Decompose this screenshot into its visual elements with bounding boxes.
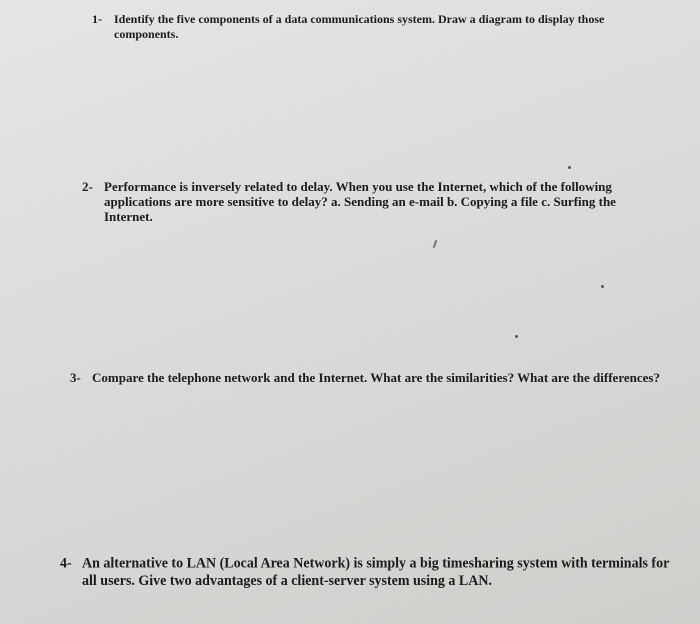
question-3-text: Compare the telephone network and the Internet. What are the similarities? What are the differences? <box>92 370 660 385</box>
question-3 <box>70 370 662 385</box>
question-4-text: An alternative to LAN (Local Area Network) is simply a big timesharing system with terminals for all users. Give two advantages of a client-server system using a LAN. <box>82 556 670 590</box>
paper-speck <box>601 285 604 288</box>
question-4-number: 4- <box>60 556 72 572</box>
question-2-text: Performance is inversely related to delay. When you use the Internet, which of the following applications are more sensitive to delay? a. Sending an e-mail b. Copying a file c. Surfing the Internet. <box>104 179 616 224</box>
question-2-number: 2- <box>82 179 93 194</box>
question-1 <box>92 12 644 42</box>
paper-mark <box>433 240 438 248</box>
question-1-text: Identify the five components of a data communications system. Draw a diagram to display those components. <box>114 12 605 41</box>
question-1-number: 1- <box>92 12 102 26</box>
paper-speck <box>568 166 571 169</box>
paper-speck <box>515 335 518 338</box>
question-2 <box>82 179 654 224</box>
question-4 <box>60 555 672 590</box>
question-3-number: 3- <box>70 370 81 385</box>
